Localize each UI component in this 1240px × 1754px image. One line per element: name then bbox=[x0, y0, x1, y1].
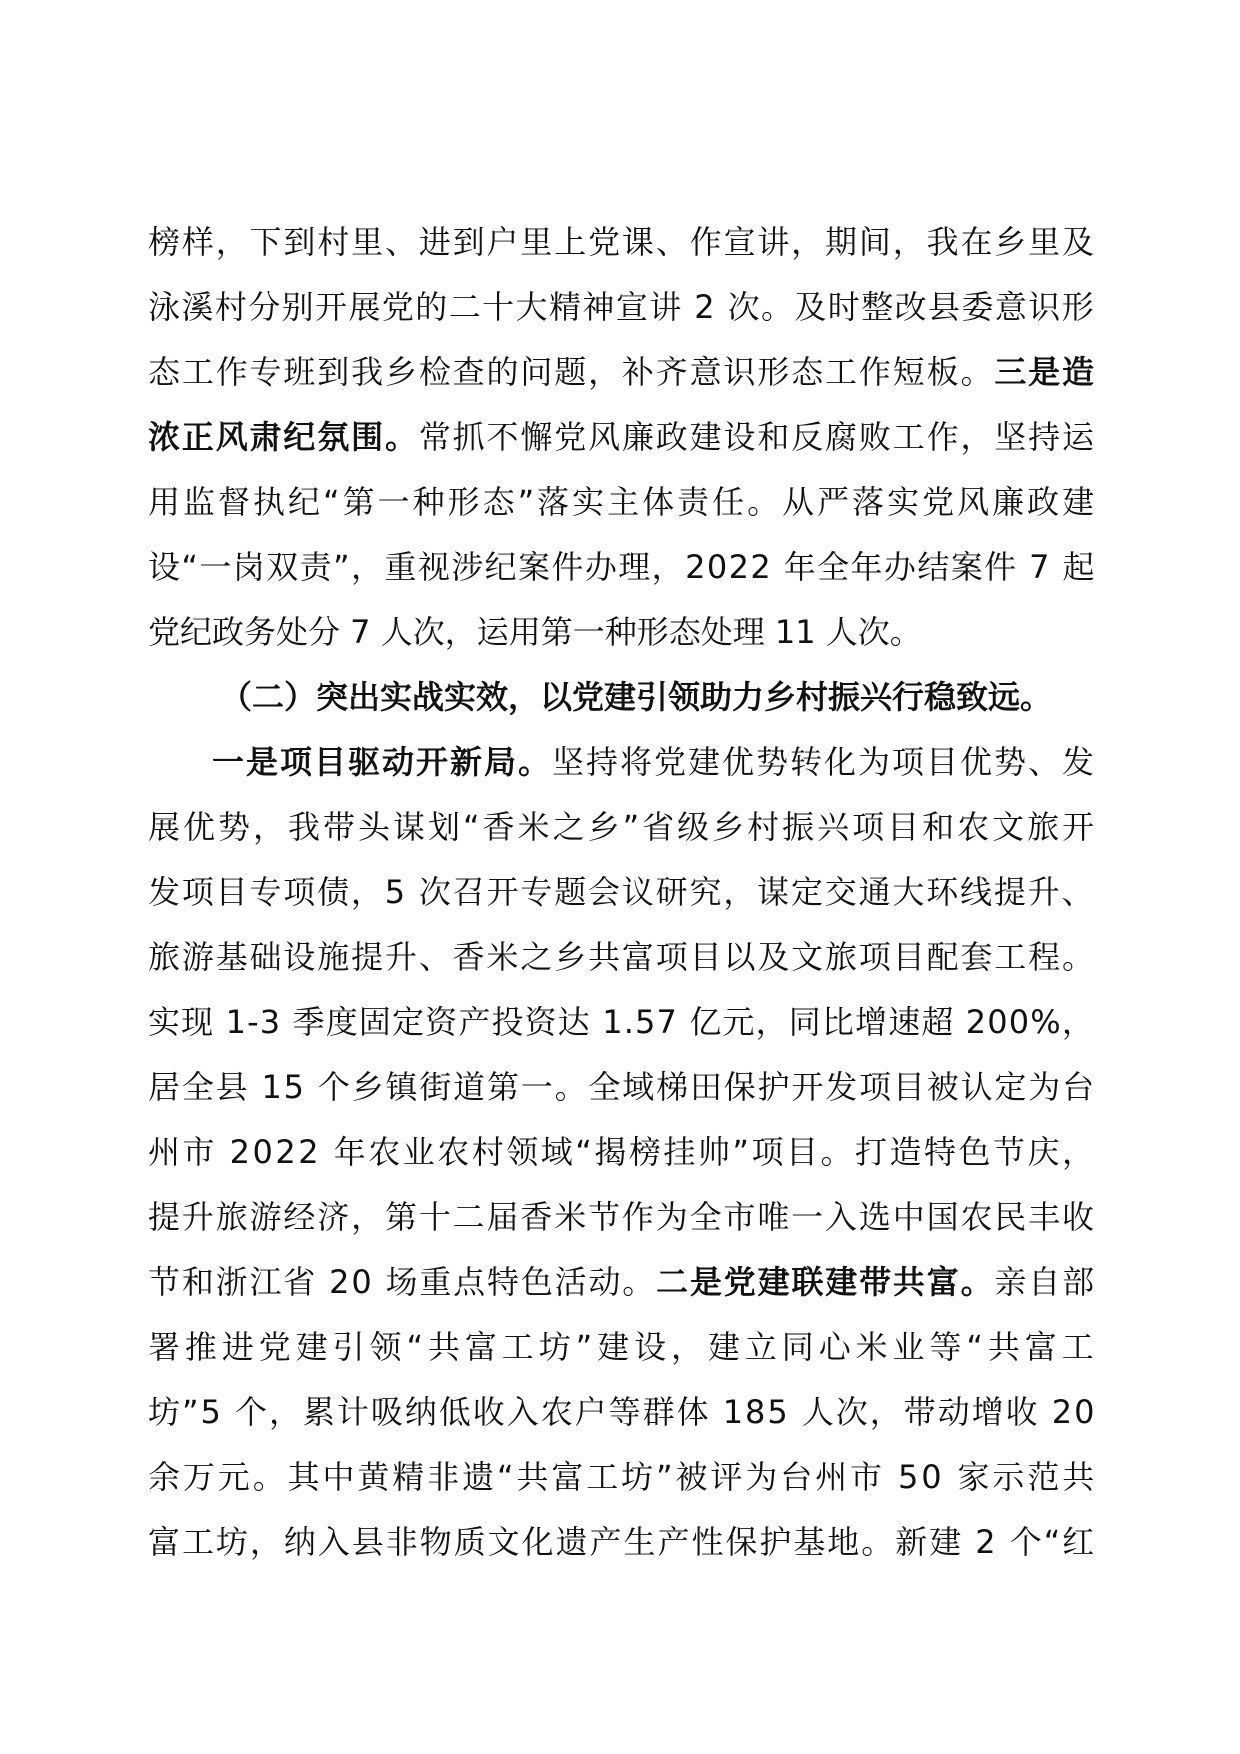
paragraph-line bbox=[148, 210, 1094, 275]
text-segment: 居全县 15 个乡镇街道第一。全域梯田保护开发项目被认定为台 bbox=[148, 1068, 1096, 1106]
text-segment: 用监督执纪“第一种形态”落实主体责任。从严落实党风廉政建 bbox=[148, 483, 1098, 521]
text-segment: 旅游基础设施提升、香米之乡共富项目以及文旅项目配套工程。 bbox=[148, 938, 1096, 976]
bold-lead-phrase: 浓正风肃纪氛围。 bbox=[148, 418, 419, 456]
paragraph-line bbox=[148, 535, 1094, 600]
paragraph-line bbox=[148, 1055, 1094, 1120]
section-heading-text: （二）突出实战实效，以党建引领助力乡村振兴行稳致远。 bbox=[220, 678, 1053, 716]
paragraph-line bbox=[148, 340, 1094, 405]
text-segment bbox=[148, 405, 1096, 470]
paragraph-line bbox=[148, 795, 1098, 860]
text-segment: 实现 1-3 季度固定资产投资达 1.57 亿元，同比增速超 200%， bbox=[148, 1003, 1096, 1041]
text-segment bbox=[212, 730, 1096, 795]
text-segment bbox=[148, 340, 1096, 405]
bold-lead-phrase: 一是项目驱动开新局。 bbox=[212, 743, 553, 781]
paragraph-line bbox=[148, 860, 1094, 925]
body-text bbox=[148, 210, 1099, 1575]
paragraph-line bbox=[148, 1380, 1097, 1445]
text-segment: 发项目专项债，5 次召开专题会议研究，谋定交通大环线提升、 bbox=[148, 873, 1096, 911]
text-segment: 州市 2022 年农业农村领域“揭榜挂帅”项目。打造特色节庆， bbox=[148, 1133, 1097, 1171]
text-run: 态工作专班到我乡检查的问题，补齐意识形态工作短板。 bbox=[148, 353, 995, 391]
section-heading bbox=[148, 665, 1094, 730]
paragraph-line bbox=[148, 1315, 1099, 1380]
paragraph-line bbox=[148, 470, 1098, 535]
paragraph-line bbox=[148, 730, 1097, 795]
text-run: 坚持将党建优势转化为项目优势、发 bbox=[552, 743, 1097, 781]
paragraph-line bbox=[148, 1250, 1094, 1315]
paragraph-line bbox=[148, 990, 1094, 1055]
paragraph-line bbox=[148, 925, 1094, 990]
paragraph-line bbox=[148, 1120, 1097, 1185]
text-segment: 提升旅游经济，第十二届香米节作为全市唯一入选中国农民丰收 bbox=[148, 1198, 1096, 1236]
paragraph-line bbox=[148, 600, 1094, 665]
text-run: 常抓不懈党风廉政建设和反腐败工作，坚持运 bbox=[418, 418, 1096, 456]
text-run: 亲自部 bbox=[994, 1263, 1096, 1301]
text-segment: 展优势，我带头谋划“香米之乡”省级乡村振兴项目和农文旅开 bbox=[148, 808, 1098, 846]
bold-lead-phrase: 二是党建联建带共富。 bbox=[656, 1263, 995, 1301]
bold-lead-phrase: 三是造 bbox=[994, 353, 1096, 391]
text-segment: 榜样，下到村里、进到户里上党课、作宣讲，期间，我在乡里及 bbox=[148, 223, 1096, 261]
paragraph-line bbox=[148, 1510, 1097, 1575]
text-segment: 泳溪村分别开展党的二十大精神宣讲 2 次。及时整改县委意识形 bbox=[148, 288, 1096, 326]
text-segment: 余万元。其中黄精非遗“共富工坊”被评为台州市 50 家示范共 bbox=[148, 1458, 1098, 1496]
text-segment: 署推进党建引领“共富工坊”建设，建立同心米业等“共富工 bbox=[148, 1328, 1099, 1366]
text-segment: 富工坊，纳入县非物质文化遗产生产性保护基地。新建 2 个“红 bbox=[148, 1523, 1097, 1561]
text-segment: 设“一岗双责”，重视涉纪案件办理，2022 年全年办结案件 7 起 bbox=[148, 548, 1096, 586]
paragraph-line bbox=[148, 1445, 1098, 1510]
text-segment: 坊”5 个，累计吸纳低收入农户等群体 185 人次，带动增收 20 bbox=[148, 1393, 1097, 1431]
text-segment bbox=[148, 1250, 1096, 1315]
paragraph-line bbox=[148, 1185, 1094, 1250]
paragraph-line bbox=[148, 275, 1094, 340]
text-run: 节和浙江省 20 场重点特色活动。 bbox=[148, 1263, 657, 1301]
text-segment: 党纪政务处分 7 人次，运用第一种形态处理 11 人次。 bbox=[148, 613, 922, 651]
paragraph-line bbox=[148, 405, 1094, 470]
